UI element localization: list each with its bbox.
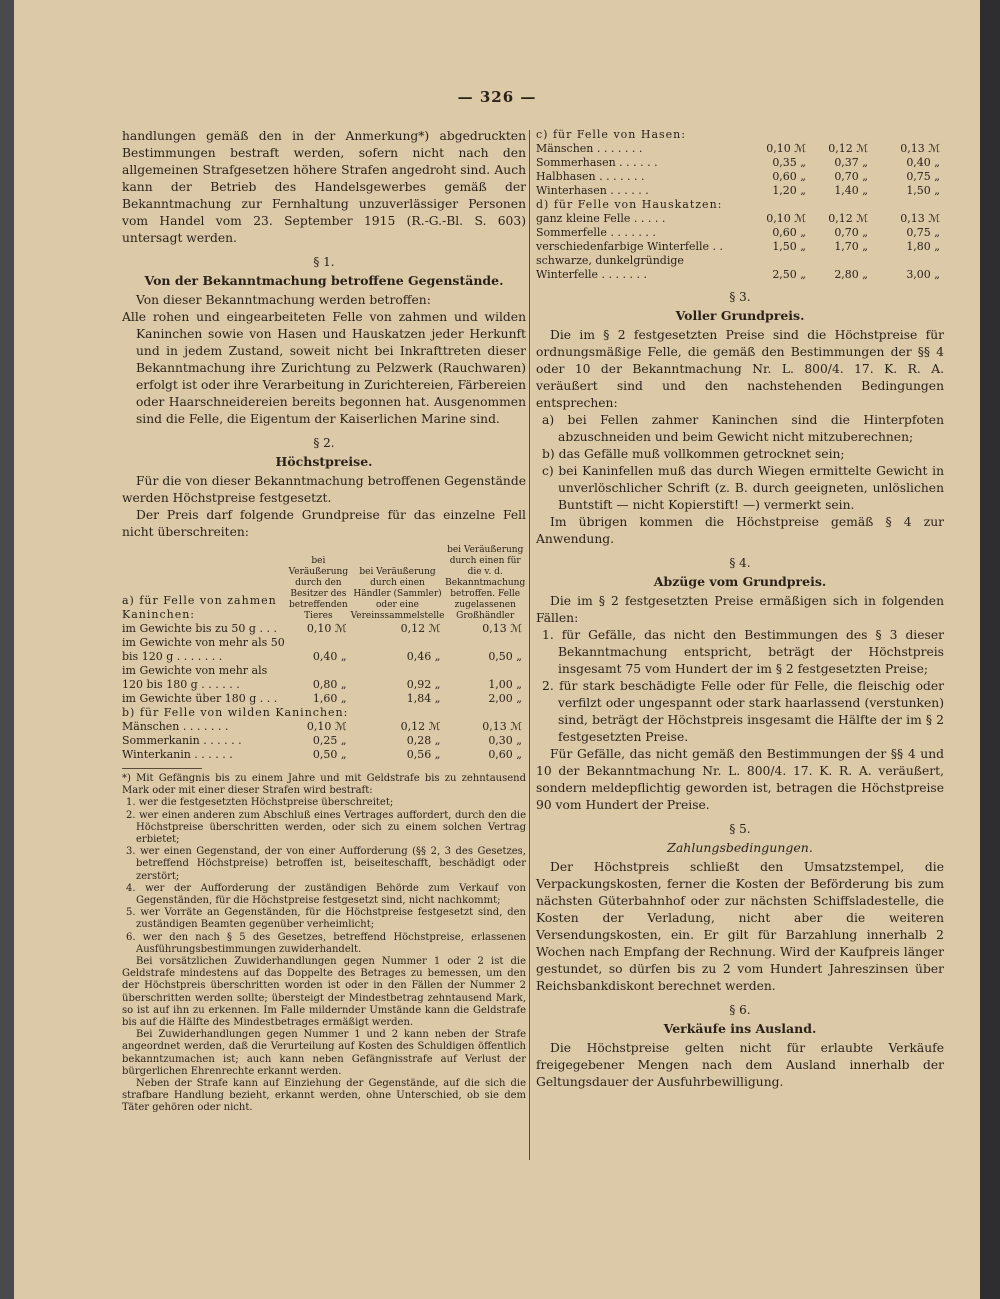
table-row: [122, 636, 526, 664]
scan-left-border: [0, 0, 14, 1299]
row-label: Winterkanin . . . . . .: [122, 748, 233, 761]
list-item: 2. für stark beschädigte Felle oder für Felle, die fleischig oder verfilzt oder ungespannt oder stark haarlassend (verstunken) sind, beträgt der Höchstpreis insgesamt die Hälfte der im § 2 festgesetzten Preise.: [542, 679, 944, 744]
price-owner: 0,10 ℳ: [306, 720, 347, 733]
price-wholesaler: 0,50 „: [488, 650, 522, 663]
table-row: [122, 748, 526, 762]
footnote-intro: *) Mit Gefängnis bis zu einem Jahre und mit Geldstrafe bis zu zehntausend Mark oder mit einer dieser Strafen wird bestraft:: [122, 773, 526, 797]
section-4-heading: Abzüge vom Grundpreis.: [653, 574, 827, 589]
section-4-paragraph: Für Gefälle, das nicht gemäß den Bestimmungen der §§ 4 und 10 der Bekanntmachung Nr. L. 800/4. 17. K. R. A. veräußert, sondern meldepflichtig geworden ist, betragen die Höchstpreise 90 vom Hundert der Preise.: [536, 747, 944, 812]
price-owner: 0,10 ℳ: [306, 622, 347, 635]
table-row: [122, 664, 526, 692]
price-dealer: 0,70 „: [834, 226, 868, 239]
section-5-paragraph: Der Höchstpreis schließt den Umsatzstempel, die Verpackungskosten, ferner die Kosten der Beförderung bis zum nächsten Güterbahnhof oder zur nächsten Schiffsladestelle, die Kosten der Verladung, nicht aber die weiteren Versendungskosten, ein. Er gilt für Barzahlung innerhalb 2 Wochen nach Empfang der Rechnung. Wird der Kaufpreis länger gestundet, so dürfen bis zu 2 vom Hundert Jahreszinsen über Reichsbankdiskont berechnet werden.: [536, 860, 944, 993]
price-owner: 2,50 „: [772, 268, 806, 281]
price-dealer: 1,40 „: [834, 184, 868, 197]
price-wholesaler: 3,00 „: [906, 268, 940, 281]
table-row: [536, 240, 944, 254]
section-2-number: § 2.: [313, 436, 335, 450]
section-2-paragraph: Für die von dieser Bekanntmachung betroffenen Gegenstände werden Höchstpreise festgesetzt.: [122, 474, 526, 505]
table-row: [536, 170, 944, 184]
price-dealer: 0,92 „: [406, 678, 441, 691]
scan-right-border: [980, 0, 1000, 1299]
table-group-label: d) für Felle von Hauskatzen:: [536, 198, 723, 211]
price-owner: 0,10 ℳ: [766, 142, 806, 155]
footnote-item: 4. wer der Aufforderung der zuständigen Behörde zum Verkauf von Gegenständen, für die Höchstpreise festgesetzt sind, nicht nachkommt;: [126, 882, 526, 907]
price-wholesaler: 0,75 „: [906, 170, 940, 183]
price-owner: 0,35 „: [772, 156, 806, 169]
document-page: [14, 0, 980, 1299]
section-5-number: § 5.: [729, 822, 751, 836]
table-row: [536, 212, 944, 226]
table-row: [536, 184, 944, 198]
footnote-item: 1. wer die festgesetzten Höchstpreise überschreitet;: [126, 797, 394, 809]
price-dealer: 0,12 ℳ: [828, 142, 868, 155]
price-wholesaler: 1,80 „: [906, 240, 940, 253]
footnote-item: 2. wer einen anderen zum Abschluß eines Vertrages auffordert, durch den die Höchstpreise überschritten werden, oder sich zu einem solchen Vertrag erbietet;: [126, 809, 526, 846]
price-wholesaler: 0,30 „: [488, 734, 522, 747]
section-1-number: § 1.: [313, 255, 335, 269]
table-header: bei Veräußerung durch einen für die v. d. Bekanntmachung betroffen. Felle zugelassenen Großhändler: [445, 545, 526, 621]
section-6-heading: Verkäufe ins Ausland.: [663, 1021, 817, 1036]
price-owner: 0,60 „: [772, 226, 806, 239]
price-owner: 0,25 „: [312, 734, 347, 747]
price-owner: 1,60 „: [312, 692, 347, 705]
section-1-paragraph: Alle rohen und eingearbeiteten Felle von zahmen und wilden Kaninchen sowie von Hasen und Hauskatzen jeder Herkunft und in jedem Zustand, soweit nicht bei Inkrafttreten dieser Bekanntmachung ihre Zurichtung zu Pelzwerk (Rauchwaren) erfolgt ist oder ihre Verarbeitung in Zurichtereien, Färbereien oder Haarschneidereien bereits begonnen hat. Ausgenommen sind die Felle, die Eigentum der Kaiserlichen Marine sind.: [122, 310, 526, 426]
price-wholesaler: 0,13 ℳ: [482, 720, 522, 733]
price-owner: 0,50 „: [312, 748, 347, 761]
column-divider: [529, 130, 530, 1160]
table-row: [536, 156, 944, 170]
page-number: — 326 —: [457, 88, 537, 106]
footnote-item: 5. wer Vorräte an Gegenständen, für die Höchstpreise festgesetzt sind, den zuständigen Beamten gegenüber verheimlicht;: [126, 907, 526, 931]
price-wholesaler: 0,13 ℳ: [482, 622, 522, 635]
section-1-heading: Von der Bekanntmachung betroffene Gegenstände.: [144, 273, 504, 288]
table-row: [122, 692, 526, 706]
row-label: Sommerhasen . . . . . .: [536, 156, 658, 169]
section-3-paragraph: Die im § 2 festgesetzten Preise sind die Höchstpreise für ordnungsmäßige Felle, die gemäß den Bestimmungen der §§ 4 oder 10 der Bekanntmachung Nr. L. 800/4. 17. K. R. A. veräußert sind und den nachstehenden Bedingungen entsprechen:: [536, 328, 944, 410]
price-table-hares-cats: [536, 128, 944, 282]
row-label: Sommerkanin . . . . . .: [122, 734, 242, 747]
section-6-number: § 6.: [729, 1003, 751, 1017]
price-dealer: 0,12 ℳ: [400, 720, 441, 733]
footnote-rule: [122, 768, 202, 769]
price-table-rabbits: [122, 545, 526, 762]
price-dealer: 0,28 „: [406, 734, 441, 747]
table-group-label: c) für Felle von Hasen:: [536, 128, 686, 141]
table-row: [122, 622, 526, 636]
price-dealer: 1,84 „: [406, 692, 441, 705]
section-2-heading: Höchstpreise.: [275, 454, 373, 469]
section-5-heading: Zahlungsbedingungen.: [667, 840, 813, 855]
row-label: Mänschen . . . . . . .: [122, 720, 229, 733]
price-wholesaler: 0,40 „: [906, 156, 940, 169]
price-wholesaler: 0,60 „: [488, 748, 522, 761]
section-3-paragraph: Im übrigen kommen die Höchstpreise gemäß § 4 zur Anwendung.: [536, 515, 944, 546]
price-wholesaler: 0,13 ℳ: [900, 142, 940, 155]
price-wholesaler: 1,00 „: [488, 678, 522, 691]
table-header: bei Veräußerung durch den Besitzer des betreffenden Tieres: [288, 556, 349, 621]
row-label: im Gewichte von mehr als 120 bis 180 g . . . . . .: [122, 664, 268, 691]
footnote-paragraph: Neben der Strafe kann auf Einziehung der Gegenstände, auf die sich die strafbare Handlung bezieht, erkannt werden, ohne Unterschied, ob sie dem Täter gehören oder nicht.: [122, 1078, 526, 1114]
price-dealer: 0,37 „: [834, 156, 868, 169]
price-owner: 0,40 „: [312, 650, 347, 663]
list-item: 1. für Gefälle, das nicht den Bestimmungen des § 3 dieser Bekanntmachung entspricht, beträgt der Höchstpreis insgesamt 75 vom Hundert der im § 2 festgesetzten Preise;: [542, 628, 944, 676]
price-owner: 0,10 ℳ: [766, 212, 806, 225]
row-label: Sommerfelle . . . . . . .: [536, 226, 656, 239]
section-6-paragraph: Die Höchstpreise gelten nicht für erlaubte Verkäufe freigegebener Mengen nach dem Ausland innerhalb der Geltungsdauer der Ausfuhrbewilligung.: [536, 1041, 944, 1089]
section-1-paragraph: Von dieser Bekanntmachung werden betroffen:: [136, 293, 431, 307]
table-group-label: a) für Felle von zahmen Kaninchen:: [122, 594, 277, 621]
price-dealer: 0,56 „: [406, 748, 441, 761]
price-wholesaler: 1,50 „: [906, 184, 940, 197]
section-4-number: § 4.: [729, 556, 751, 570]
row-label: Mänschen . . . . . . .: [536, 142, 643, 155]
left-column: [122, 128, 526, 1115]
price-owner: 0,80 „: [312, 678, 347, 691]
table-row: [536, 142, 944, 156]
section-4-paragraph: Die im § 2 festgesetzten Preise ermäßigen sich in folgenden Fällen:: [536, 594, 944, 625]
section-2-paragraph: Der Preis darf folgende Grundpreise für das einzelne Fell nicht überschreiten:: [122, 508, 526, 539]
table-row: [536, 226, 944, 240]
price-dealer: 0,70 „: [834, 170, 868, 183]
price-owner: 1,50 „: [772, 240, 806, 253]
table-row: [122, 734, 526, 748]
row-label: verschiedenfarbige Winterfelle . .: [536, 240, 724, 253]
price-dealer: 2,80 „: [834, 268, 868, 281]
footnote-item: 6. wer den nach § 5 des Gesetzes, betreffend Höchstpreise, erlassenen Ausführungsbestimmungen zuwiderhandelt.: [126, 931, 526, 955]
section-3-number: § 3.: [729, 290, 751, 304]
section-3-heading: Voller Grundpreis.: [675, 308, 805, 323]
row-label: ganz kleine Felle . . . . .: [536, 212, 666, 225]
intro-paragraph: handlungen gemäß den in der Anmerkung*) abgedruckten Bestimmungen bestraft werden, sofern nicht nach den allgemeinen Strafgesetzen höhere Strafen angedroht sind. Auch kann der Betrieb des Handelsgewerbes gemäß der Bekanntmachung zur Fernhaltung unzuverlässiger Personen vom Handel vom 23. September 1915 (R.-G.-Bl. S. 603) untersagt werden.: [122, 129, 526, 245]
row-label: im Gewichte über 180 g . . .: [122, 692, 278, 705]
price-wholesaler: 0,75 „: [906, 226, 940, 239]
footnote-item: 3. wer einen Gegenstand, der von einer Aufforderung (§§ 2, 3 des Gesetzes, betreffend Höchstpreise) betroffen ist, beiseiteschafft, beschädigt oder zerstört;: [126, 846, 526, 882]
row-label: schwarze, dunkelgründige Winterfelle . . . . . . .: [536, 254, 684, 281]
table-group-label: b) für Felle von wilden Kaninchen:: [122, 706, 349, 719]
price-wholesaler: 2,00 „: [488, 692, 522, 705]
price-dealer: 1,70 „: [834, 240, 868, 253]
price-dealer: 0,46 „: [406, 650, 441, 663]
table-row: [122, 720, 526, 734]
list-item: b) das Gefälle muß vollkommen getrocknet sein;: [542, 447, 845, 461]
price-dealer: 0,12 ℳ: [400, 622, 441, 635]
row-label: im Gewichte bis zu 50 g . . .: [122, 622, 277, 635]
price-dealer: 0,12 ℳ: [828, 212, 868, 225]
table-row: [536, 254, 944, 282]
price-owner: 0,60 „: [772, 170, 806, 183]
price-wholesaler: 0,13 ℳ: [900, 212, 940, 225]
list-item: c) bei Kaninfellen muß das durch Wiegen ermittelte Gewicht in unverlöschlicher Schrift (z. B. durch geeigneten, unlöslichen Buntstift — nicht Kopierstift! —) vermerkt sein.: [542, 464, 944, 512]
footnote-paragraph: Bei vorsätzlichen Zuwiderhandlungen gegen Nummer 1 oder 2 ist die Geldstrafe mindestens auf das Doppelte des Betrages zu bemessen, um den der Höchstpreis überschritten worden ist oder in den Fällen der Nummer 2 überschritten werden sollte; übersteigt der Mindestbetrag zehntausend Mark, so ist auf ihn zu erkennen. Im Falle mildernder Umstände kann die Geldstrafe bis auf die Hälfte des Mindestbetrages ermäßigt werden.: [122, 956, 526, 1029]
row-label: Halbhasen . . . . . . .: [536, 170, 645, 183]
table-header: bei Veräußerung durch einen Händler (Sammler) oder eine Vereinssammelstelle: [350, 567, 445, 621]
row-label: Winterhasen . . . . . .: [536, 184, 649, 197]
row-label: im Gewichte von mehr als 50 bis 120 g . . . . . . .: [122, 636, 285, 663]
footnote-paragraph: Bei Zuwiderhandlungen gegen Nummer 1 und 2 kann neben der Strafe angeordnet werden, daß die Verurteilung auf Kosten des Schuldigen öffentlich bekanntzumachen ist; auch kann neben Gefängnisstrafe auf Verlust der bürgerlichen Ehrenrechte erkannt werden.: [122, 1029, 526, 1077]
price-owner: 1,20 „: [772, 184, 806, 197]
list-item: a) bei Fellen zahmer Kaninchen sind die Hinterpfoten abzuschneiden und beim Gewicht nicht mitzuberechnen;: [542, 413, 944, 444]
right-column: [536, 128, 944, 1091]
